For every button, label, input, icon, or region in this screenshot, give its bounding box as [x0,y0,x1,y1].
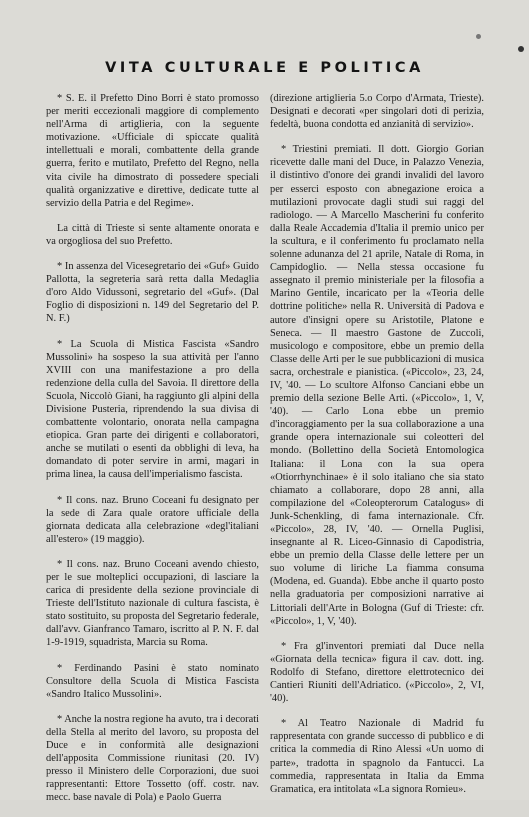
article-triestini-premiati: * Triestini premiati. Il dott. Giorgio Gorian ricevette dalle mani del Duce, in Palazzo Venezia, il distintivo d'onore dei grandi invalidi del lavoro per esserci esposto con abnegazione eroica a mutilazioni provocate dagli studi sui raggi del radiologo. — A Marcello Mascherini fu conferito dalla Reale Accademia d'Italia il premio unico per la scultura, e il conferimento fu proclamato nella solenne adunanza del 21 aprile, Natale di Roma, in Campidoglio. — Nella stessa occasione fu assegnato il premio ministeriale per la filosofia a Marino Gentile, incaricato per la «Teoria delle dottrine politiche» nella R. Università di Padova e autore d'insigni opere su Aristotile, Platone e Seneca. — Il maestro Gastone de Zuccoli, musicologo e compositore, ebbe un premio della Classe delle Arti per le sue pubblicazioni di musica sacra, orchestrale e pianistica. («Piccolo», 23, 24, IV, '40. — Lo scultore Alfonso Canciani ebbe un premio della sezione Belle Arti. («Piccolo», 1, V, '40). — Carlo Lona ebbe un premio d'incoraggiamento per la sua collaborazione a una grande opera internazionale sui coleotteri del mondo. (Bollettino della Società Entomologica Italiana: il Lona con la sua opera «Otiorrhynchinae» è il solo italiano che sia stato chiamato a collaborare, dopo 28 anni, alla compilazione del «Coleopterorum Catalogus» di Junk-Schenkling, di fama internazionale. Cfr. «Piccolo», 28, IV, '40. — Ornella Puglisi, insegnante al R. Liceo-Ginnasio di Capodistria, ebbe un premio della Classe delle lettere per un suo volume di liriche La fiamma consuma (Modena, ed. Guanda). Ebbe anche il quarto posto nella graduatoria per composizioni narrative ai Littoriali dell'Arte in Bologna (Guf di Trieste: cfr. «Piccolo», 1, V, '40). [270,144,484,627]
article-coceani-tamaro: * Il cons. naz. Bruno Coceani avendo chiesto, per le sue molteplici occupazioni, di lasciare la carica di presidente della sezione provinciale di Trieste dell'Istituto nazionale di cultura fascista, è stato sostituito, su proposta del Segretario federale, dall'avv. Gianfranco Tamaro, iscritto al P. N. F. dal 1-9-1919, squadrista, Marcia su Roma. [46,558,259,649]
ink-spot [476,34,481,39]
article-borri: * S. E. il Prefetto Dino Borri è stato promosso per meriti eccezionali maggiore di complemento nell'Arma di artiglieria, con la seguente motivazione. «Ufficiale di spiccate qualità intellettuali e morali, combattente della grande guerra, ferito e mutilato, Prefetto del Regno, nella vita civile ha dimostrato di possedere speciali qualità organizzative e direttive, dedicate tutte al servizio della Patria e del Regime». [46,93,259,209]
section-title: VITA CULTURALE E POLITICA [105,60,424,76]
article-mistica-fascista: * La Scuola di Mistica Fascista «Sandro Mussolini» ha sospeso la sua attività per l'anno XVIII con una manifestazione a pro della redenzione della culla del Savoia. Il direttore della Scuola, Niccolò Giani, ha raggiunto gli alpini della Divisione Pusteria, riprendendo la sua divisa di combattente volontario, onorata nella campagna etiopica. Gran parte dei dirigenti e collaboratori, anche se mutilati o esenti da obblighi di leva, ha domandato di poter servire in armi, magari in prima linea, la causa dell'imperialismo fascista. [46,338,259,481]
article-stella-merito-continued: (direzione artiglieria 5.o Corpo d'Armata, Trieste). Designati e decorati «per singolari doti di perizia, fedeltà, buona condotta ed anzianità di servizio». [270,93,484,131]
article-guf: * In assenza del Vicesegretario dei «Guf» Guido Pallotta, la segreteria sarà retta dalla Medaglia d'oro Aldo Vidussoni, segretario del «Guf». (Dal Foglio di disposizioni n. 149 del Segretario del P. N. F.) [46,261,259,325]
article-inventori: * Fra gl'inventori premiati dal Duce nella «Giornata della tecnica» figura il cav. dott. ing. Rodolfo di Stefano, direttore elettrotecnico dei Cantieri Riuniti dell'Adriatico. («Piccolo», 2, VI, '40). [270,640,484,705]
article-coceani-zara: * Il cons. naz. Bruno Coceani fu designato per la sede di Zara quale oratore ufficiale della giornata dedicata alla celebrazione «degl'italiani all'estero» (19 maggio). [46,494,259,545]
ink-spot [518,46,524,52]
article-trieste-honor: La città di Trieste si sente altamente onorata e va orgogliosa del suo Prefetto. [46,222,259,247]
article-pasini: * Ferdinando Pasini è stato nominato Consultore della Scuola di Mistica Fascista «Sandro Italico Mussolini». [46,662,259,700]
right-column [270,92,484,808]
article-teatro-madrid: * Al Teatro Nazionale di Madrid fu rappresentata con grande successo di pubblico e di critica la commedia di Rino Alessi «Un uomo di parte», tradotta in spagnolo da Fantucci. La commedia, rappresentata in Italia da Emma Gramatica, era intitolata «La signora Romieu». [270,718,484,795]
article-stella-merito: * Anche la nostra regione ha avuto, tra i decorati della Stella al merito del lavoro, su proposta del Duce e in conformità alle designazioni dell'apposita Commissione riunitasi (20. IV) presso il Ministero delle Corporazioni, due suoi rappresentanti: Ettore Tossetto (off. costr. nav. mecc. base navale di Pola) e Paolo Guerra [46,713,259,804]
left-column [46,92,259,817]
